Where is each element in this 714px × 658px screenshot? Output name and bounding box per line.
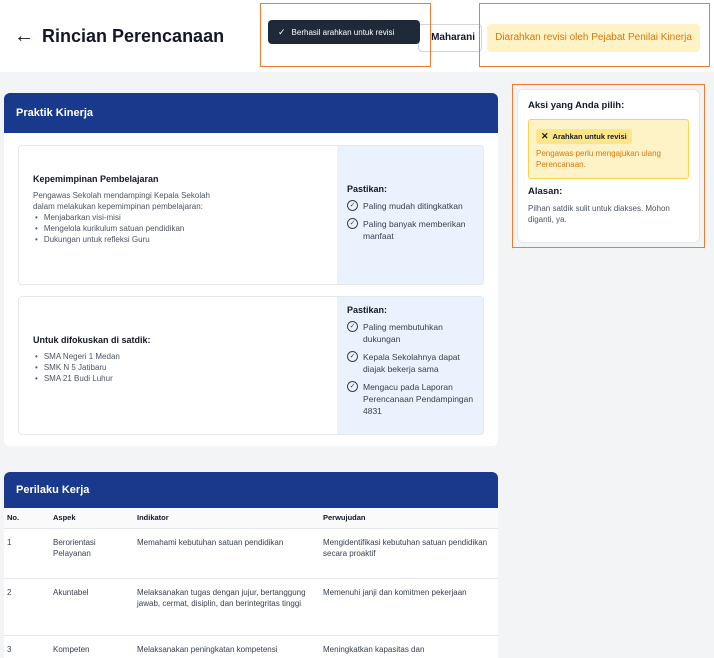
cell-indikator: Melaksanakan tugas dengan jujur, bertanggung jawab, cermat, disiplin, dan berintegritas tinggi [133, 578, 319, 635]
satdik-bullets [33, 351, 337, 384]
page-title: Rincian Perencanaan [42, 26, 225, 46]
cell-no: 3 [4, 635, 41, 658]
kepemimpinan-desc-1: Pengawas Sekolah mendampingi Kepala Sekolah [33, 191, 211, 200]
satdik-pastikan [337, 297, 483, 434]
perilaku-kerja-card [4, 472, 498, 658]
check-item-label: Mengacu pada Laporan Perencanaan Pendampingan 4831 [363, 382, 474, 416]
pastikan-label: Pastikan: [347, 305, 388, 315]
list-item: • Menjabarkan visi-misi [33, 212, 337, 223]
cell-perwujudan: Mengidentifikasi kebutuhan satuan pendidikan secara proaktif [319, 528, 498, 578]
aksi-title: Aksi yang Anda pilih: [528, 100, 625, 111]
kepemimpinan-desc-2: dalam melakukan kepemimpinan pembelajaran: [33, 202, 203, 211]
satdik-block [18, 296, 484, 435]
user-name-chip[interactable] [418, 24, 482, 52]
praktik-kinerja-card [4, 93, 498, 446]
circle-check-icon: ✓ [347, 218, 358, 229]
column-header: Aspek [41, 508, 133, 528]
kepemimpinan-details [19, 146, 337, 284]
alasan-text: Pilhan satdik sulit untuk diakses. Mohon diganti, ya. [528, 204, 670, 224]
cell-perwujudan: Memenuhi janji dan komitmen pekerjaan [319, 578, 498, 635]
column-header: Indikator [133, 508, 319, 528]
success-toast [268, 20, 420, 44]
column-header: No. [4, 508, 41, 528]
list-item: • SMK N 5 Jatibaru [33, 362, 337, 373]
status-banner: Diarahkan revisi oleh Pejabat Penilai Kinerja [487, 24, 700, 52]
check-item-label: Paling mudah ditingkatkan [363, 201, 463, 211]
kepemimpinan-title: Kepemimpinan Pembelajaran [33, 174, 159, 184]
perilaku-kerja-title: Perilaku Kerja [4, 472, 498, 508]
check-item-label: Paling membutuhkan dukungan [363, 322, 443, 344]
cell-aspek: Kompeten [41, 635, 133, 658]
table-header-row [4, 508, 498, 528]
circle-check-icon: ✓ [347, 321, 358, 332]
kepemimpinan-bullets [33, 212, 337, 245]
praktik-kinerja-title: Praktik Kinerja [4, 93, 498, 133]
kepemimpinan-pastikan [337, 146, 483, 284]
check-icon: ✓ [278, 27, 286, 37]
check-item [347, 351, 479, 375]
check-item [347, 321, 477, 345]
cell-aspek: Berorientasi Pelayanan [41, 528, 133, 578]
table-row [4, 578, 498, 635]
list-item: • SMA 21 Budi Luhur [33, 373, 337, 384]
kepemimpinan-block [18, 145, 484, 285]
back-arrow-icon[interactable]: ← [14, 25, 34, 47]
alasan-label: Alasan: [528, 186, 563, 197]
aksi-selected-box [528, 119, 689, 179]
aksi-card [517, 89, 700, 243]
table-row [4, 528, 498, 578]
list-item: • Mengelola kurikulum satuan pendidikan [33, 223, 337, 234]
revisi-badge [536, 129, 632, 144]
cell-indikator: Melaksanakan peningkatan kompetensi [133, 635, 319, 658]
circle-check-icon: ✓ [347, 200, 358, 211]
user-name: Maharani [431, 32, 475, 43]
revisi-badge-label: Arahkan untuk revisi [552, 132, 627, 141]
aksi-note: Pengawas perlu mengajukan ulang Perencanaan. [536, 149, 661, 169]
circle-check-icon: ✓ [347, 351, 358, 362]
satdik-title: Untuk difokuskan di satdik: [33, 335, 151, 345]
column-header: Perwujudan [319, 508, 498, 528]
toast-message: Berhasil arahkan untuk revisi [291, 28, 395, 37]
check-item-label: Kepala Sekolahnya dapat diajak bekerja sama [363, 352, 460, 374]
cell-indikator: Memahami kebutuhan satuan pendidikan [133, 528, 319, 578]
check-item-label: Paling banyak memberikan manfaat [363, 219, 466, 241]
circle-check-icon: ✓ [347, 381, 358, 392]
list-item: • SMA Negeri 1 Medan [33, 351, 337, 362]
satdik-details [19, 297, 337, 434]
check-item [347, 218, 481, 242]
check-item [347, 381, 475, 417]
cell-perwujudan: Meningkatkan kapasitas dan [319, 635, 498, 658]
cell-aspek: Akuntabel [41, 578, 133, 635]
list-item: • Dukungan untuk refleksi Guru [33, 234, 337, 245]
table-row [4, 635, 498, 658]
pastikan-label: Pastikan: [347, 184, 388, 194]
perilaku-table [4, 508, 498, 658]
cell-no: 1 [4, 528, 41, 578]
cell-no: 2 [4, 578, 41, 635]
close-icon: ✕ [541, 131, 549, 141]
check-item [347, 200, 483, 212]
